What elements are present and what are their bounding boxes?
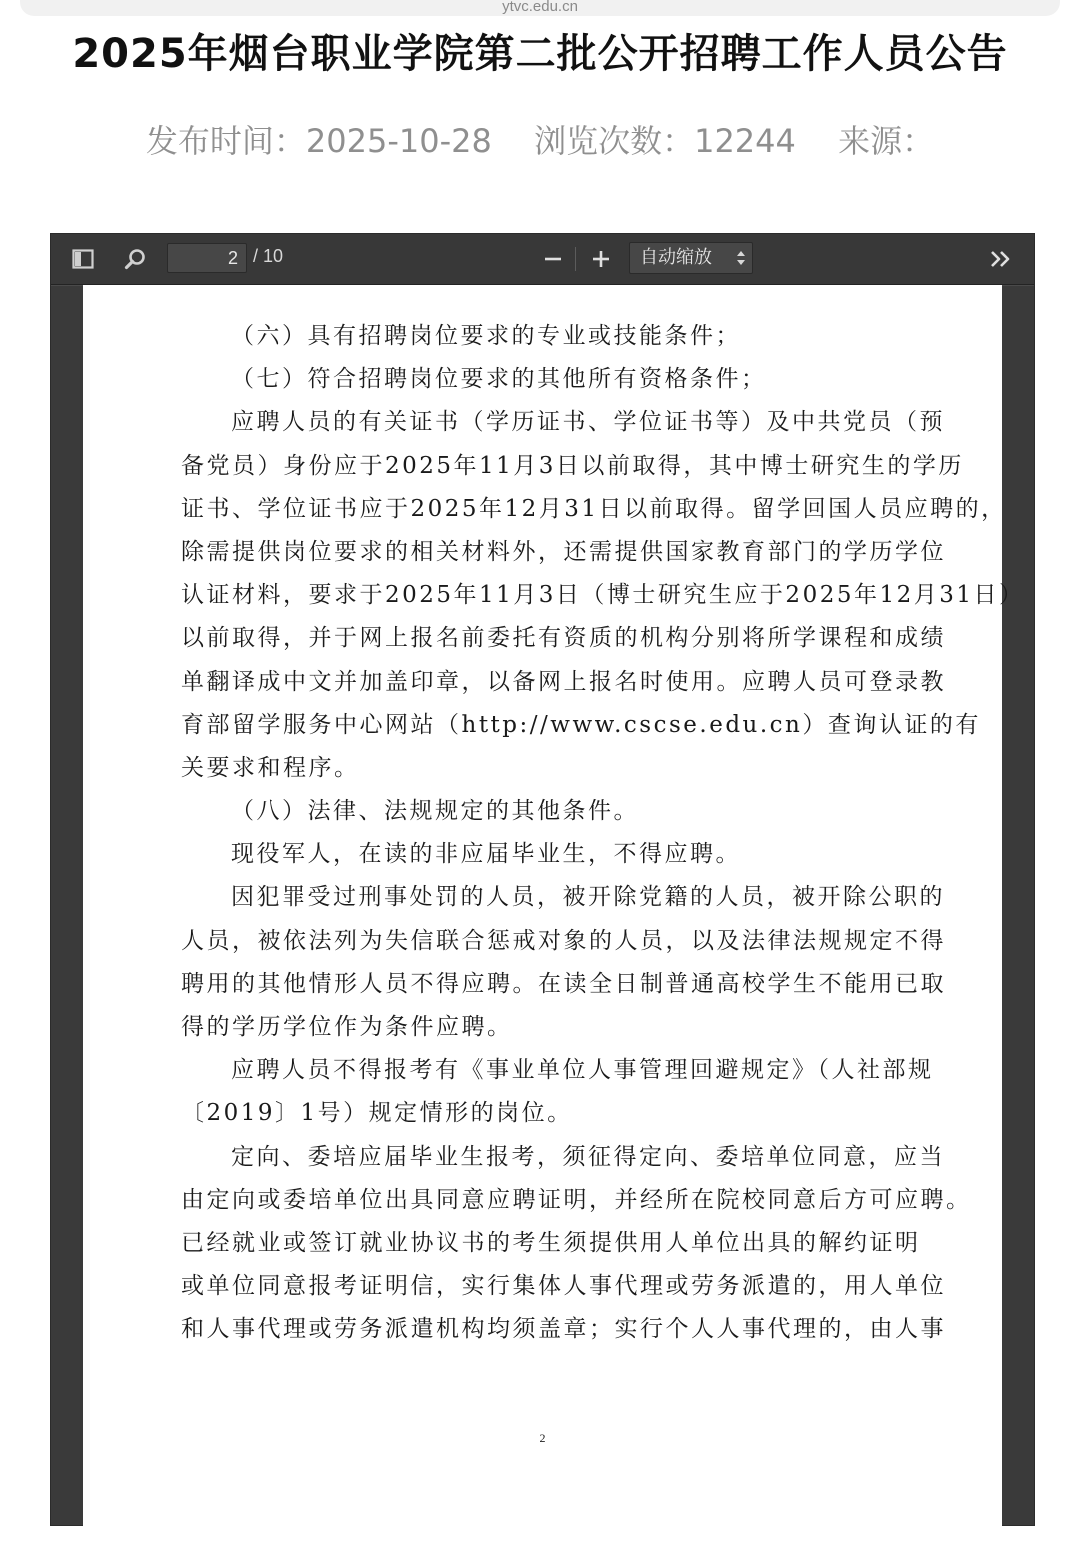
sidebar-toggle-icon	[72, 249, 94, 269]
search-icon	[124, 248, 146, 270]
page-title: 2025年烟台职业学院第二批公开招聘工作人员公告	[72, 31, 1008, 77]
pdf-text-line: 人员，被依法列为失信联合惩戒对象的人员，以及法律法规规定不得	[181, 927, 946, 954]
pdf-text-line: （八）法律、法规规定的其他条件。	[231, 798, 639, 825]
view-count: 浏览次数：12244	[534, 122, 796, 160]
minus-icon	[543, 249, 563, 269]
pdf-text-line: 和人事代理或劳务派遣机构均须盖章；实行个人人事代理的，由人事	[181, 1316, 946, 1343]
pdf-text-line: 〔2019〕1号）规定情形的岗位。	[181, 1100, 573, 1127]
pdf-text-line: 应聘人员的有关证书（学历证书、学位证书等）及中共党员（预	[231, 409, 945, 436]
url-text: ytvc.edu.cn	[502, 0, 578, 15]
sidebar-toggle-button[interactable]	[67, 244, 99, 274]
pdf-viewer	[50, 233, 1035, 1526]
search-button[interactable]	[119, 244, 151, 274]
pdf-text-line: 因犯罪受过刑事处罚的人员，被开除党籍的人员，被开除公职的	[231, 884, 945, 911]
article-meta	[0, 116, 1080, 162]
url-pill[interactable]	[20, 0, 1060, 16]
toolbar-divider	[575, 247, 576, 271]
publish-date: 发布时间：2025-10-28	[145, 122, 492, 160]
pdf-text-line: 得的学历学位作为条件应聘。	[181, 1014, 513, 1040]
pdf-page-text	[181, 315, 1025, 1352]
pdf-text-line: 备党员）身份应于2025年11月3日以前取得，其中博士研究生的学历	[181, 452, 964, 479]
pdf-text-line: 关要求和程序。	[181, 754, 360, 781]
page-number-input[interactable]: 2	[167, 243, 247, 273]
plus-icon	[591, 249, 611, 269]
pdf-text-line: （六）具有招聘岗位要求的专业或技能条件；	[231, 323, 741, 349]
pdf-text-line: 证书、学位证书应于2025年12月31日以前取得。留学回国人员应聘的，	[181, 495, 1007, 522]
pdf-page	[83, 285, 1025, 1545]
zoom-select[interactable]	[629, 242, 753, 274]
pdf-text-line: 应聘人员不得报考有《事业单位人事管理回避规定》（人社部规	[231, 1057, 934, 1084]
tools-menu-button[interactable]	[985, 244, 1017, 274]
zoom-select-value: 自动缩放	[640, 247, 712, 268]
pdf-text-line: 已经就业或签订就业协议书的考生须提供用人单位出具的解约证明	[181, 1229, 921, 1256]
pdf-text-line: 以前取得，并于网上报名前委托有资质的机构分别将所学课程和成绩	[181, 625, 946, 652]
select-arrows-icon	[736, 248, 746, 268]
pdf-text-line: 聘用的其他情形人员不得应聘。在读全日制普通高校学生不能用已取	[181, 970, 946, 997]
pdf-text-line: 定向、委培应届毕业生报考，须征得定向、委培单位同意，应当	[231, 1143, 945, 1170]
zoom-in-button[interactable]	[585, 244, 617, 274]
pdf-text-line: 认证材料，要求于2025年11月3日（博士研究生应于2025年12月31日）	[181, 582, 1025, 609]
page-total: / 10	[253, 246, 284, 266]
pdf-toolbar	[51, 234, 1034, 285]
zoom-out-button[interactable]	[537, 244, 569, 274]
source-label: 来源：	[838, 122, 935, 160]
pdf-text-line: 或单位同意报考证明信，实行集体人事代理或劳务派遣的，用人单位	[181, 1273, 946, 1300]
pdf-text-line: 除需提供岗位要求的相关材料外，还需提供国家教育部门的学历学位	[181, 538, 946, 565]
pdf-text-line: 育部留学服务中心网站（http://www.cscse.edu.cn）查询认证的有	[181, 711, 981, 738]
pdf-text-line: 由定向或委培单位出具同意应聘证明，并经所在院校同意后方可应聘。	[181, 1186, 972, 1213]
pdf-page-number: 2	[539, 1431, 546, 1445]
double-chevron-right-icon	[989, 249, 1013, 269]
pdf-text-line: （七）符合招聘岗位要求的其他所有资格条件；	[231, 366, 767, 393]
pdf-text-line: 单翻译成中文并加盖印章，以备网上报名时使用。应聘人员可登录教	[181, 668, 946, 695]
pdf-text-line: 现役军人，在读的非应届毕业生，不得应聘。	[231, 841, 741, 868]
browser-url-bar[interactable]	[0, 0, 1080, 16]
